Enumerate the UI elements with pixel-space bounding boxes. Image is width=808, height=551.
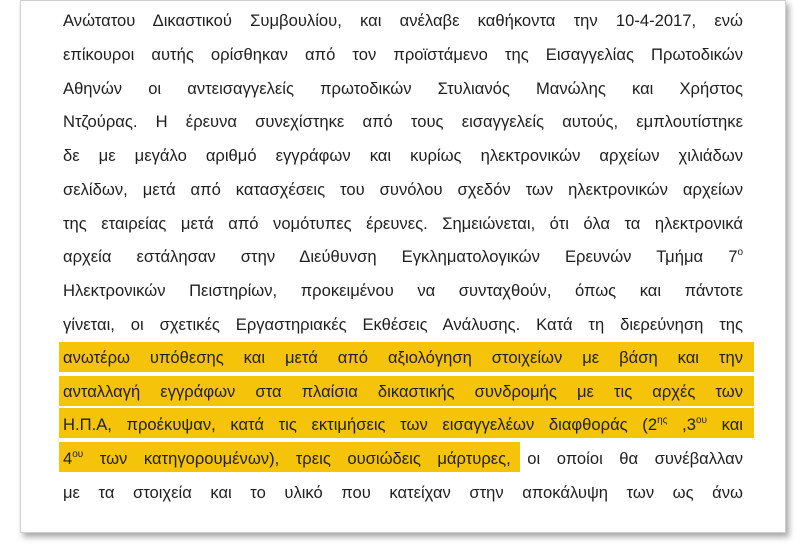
text-line-12: ανταλλαγή εγγράφων στα πλαίσια δικαστικής συνδρομής με τις αρχές των bbox=[63, 382, 743, 401]
text-line-13-a: Η.Π.Α, προέκυψαν, κατά τις εκτιμήσεις των εισαγγελέων διαφθοράς (2 bbox=[63, 415, 658, 434]
text-line-7: της εταιρείας μετά από νομότυπες έρευνες. Σημειώνεται, ότι όλα τα ηλεκτρονικά bbox=[63, 214, 743, 233]
text-line-8-main: αρχεία εστάλησαν στην Διεύθυνση Εγκληματολογικών Ερευνών Τμήμα 7 bbox=[63, 247, 738, 266]
text-line-3: Αθηνών οι αντεισαγγελείς πρωτοδικών Στυλιανός Μανώλης και Χρήστος bbox=[63, 79, 743, 98]
text-line-8-sup: ο bbox=[737, 247, 743, 258]
text-line-8 bbox=[63, 247, 743, 267]
text-line-13 bbox=[63, 415, 743, 435]
text-line-14-sup: ου bbox=[72, 449, 84, 460]
text-line-13-b: ,3 bbox=[667, 415, 696, 434]
text-line-13-c: και bbox=[706, 415, 743, 434]
text-line-14-a: 4 bbox=[63, 449, 73, 468]
text-line-13-sup-2: ου bbox=[695, 415, 707, 426]
text-line-10: γίνεται, οι σχετικές Εργαστηριακές Εκθέσεις Ανάλυσης. Κατά τη διερεύνηση της bbox=[63, 315, 743, 334]
text-line-15: με τα στοιχεία και το υλικό που κατείχαν στην αποκάλυψη των ως άνω bbox=[63, 483, 743, 502]
text-line-1: Ανώτατου Δικαστικού Συμβουλίου, και ανέλαβε καθήκοντα την 10-4-2017, ενώ bbox=[63, 11, 743, 30]
text-line-9: Ηλεκτρονικών Πειστηρίων, προκειμένου να συνταχθούν, όπως και πάντοτε bbox=[63, 281, 743, 300]
text-line-2: επίκουροι αυτής ορίσθηκαν από τον προϊστάμενο της Εισαγγελίας Πρωτοδικών bbox=[63, 45, 743, 64]
text-line-13-sup-1: ης bbox=[657, 415, 668, 426]
document-page bbox=[20, 0, 786, 533]
text-line-5: δε με μεγάλο αριθμό εγγράφων και κυρίως ηλεκτρονικών αρχείων χιλιάδων bbox=[63, 146, 743, 165]
text-line-4: Ντζούρας. Η έρευνα συνεχίστηκε από τους εισαγγελείς αυτούς, εμπλουτίστηκε bbox=[63, 112, 743, 131]
text-line-14-b: των κατηγορουμένων), τρεις ουσιώδεις μάρτυρες, οι οποίοι θα συνέβαλλαν bbox=[83, 449, 743, 468]
text-line-6: σελίδων, μετά από κατασχέσεις του συνόλου σχεδόν των ηλεκτρονικών αρχείων bbox=[63, 180, 743, 199]
text-line-14 bbox=[63, 449, 743, 469]
text-line-11: ανωτέρω υπόθεσης και μετά από αξιολόγηση στοιχείων με βάση και την bbox=[63, 348, 743, 367]
